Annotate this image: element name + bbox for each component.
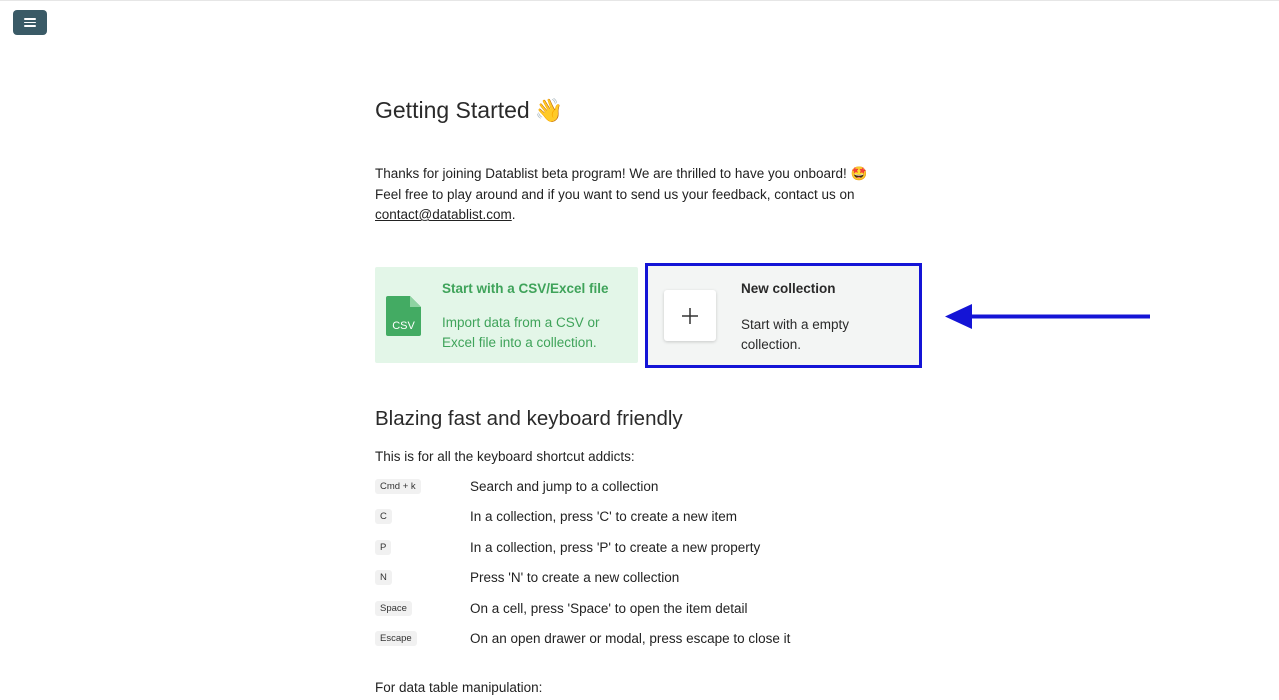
csv-icon-label: CSV: [392, 320, 415, 332]
shortcut-key: Cmd + k: [375, 479, 421, 494]
waving-hand-emoji: 👋: [534, 97, 564, 123]
shortcut-row: [375, 598, 935, 628]
plus-icon: [664, 290, 716, 341]
shortcut-row: [375, 506, 935, 536]
top-border: [0, 0, 1279, 1]
page-title-text: Getting Started: [375, 97, 530, 123]
shortcut-row: [375, 567, 935, 597]
shortcut-key: C: [375, 509, 392, 524]
new-collection-title: New collection: [741, 281, 836, 296]
keyboard-section-subtitle: This is for all the keyboard shortcut addicts:: [375, 449, 635, 464]
shortcut-key: N: [375, 570, 392, 585]
contact-email-link[interactable]: contact@datablist.com: [375, 207, 512, 222]
keyboard-section-title: Blazing fast and keyboard friendly: [375, 407, 683, 430]
new-collection-description: Start with a empty collection.: [741, 317, 850, 352]
menu-button[interactable]: [13, 10, 47, 35]
table-section-subtitle: For data table manipulation:: [375, 680, 543, 695]
shortcut-description: In a collection, press 'C' to create a new item: [470, 509, 738, 525]
shortcut-key: Escape: [375, 631, 417, 646]
intro-line-3: [375, 205, 895, 226]
shortcut-key: P: [375, 540, 391, 555]
shortcut-description: On a cell, press 'Space' to open the item detail: [470, 600, 748, 616]
csv-file-icon: [386, 296, 421, 336]
intro-line-1: Thanks for joining Datablist beta program! We are thrilled to have you onboard! 🤩: [375, 166, 868, 181]
intro-line-2: Feel free to play around and if you want to send us your feedback, contact us on: [375, 186, 855, 202]
page-title: [375, 97, 563, 124]
shortcut-list: [375, 476, 935, 658]
shortcut-description: Press 'N' to create a new collection: [470, 570, 680, 586]
shortcut-row: [375, 537, 935, 567]
left-arrow-icon: [944, 302, 1152, 332]
shortcut-description: On an open drawer or modal, press escape to close it: [470, 630, 791, 646]
shortcut-key: Space: [375, 601, 412, 616]
shortcut-row: [375, 628, 935, 658]
hamburger-menu-icon: [24, 18, 36, 27]
shortcut-description: In a collection, press 'P' to create a new property: [470, 539, 761, 555]
csv-card-title: Start with a CSV/Excel file: [442, 281, 609, 296]
csv-import-card[interactable]: [375, 267, 638, 363]
shortcut-description: Search and jump to a collection: [470, 479, 659, 494]
shortcut-row: [375, 476, 935, 506]
new-collection-card[interactable]: [645, 263, 922, 368]
csv-card-description: Import data from a CSV or Excel file into a collection.: [442, 315, 600, 350]
intro-period: .: [511, 207, 516, 222]
intro-text: [375, 164, 895, 226]
